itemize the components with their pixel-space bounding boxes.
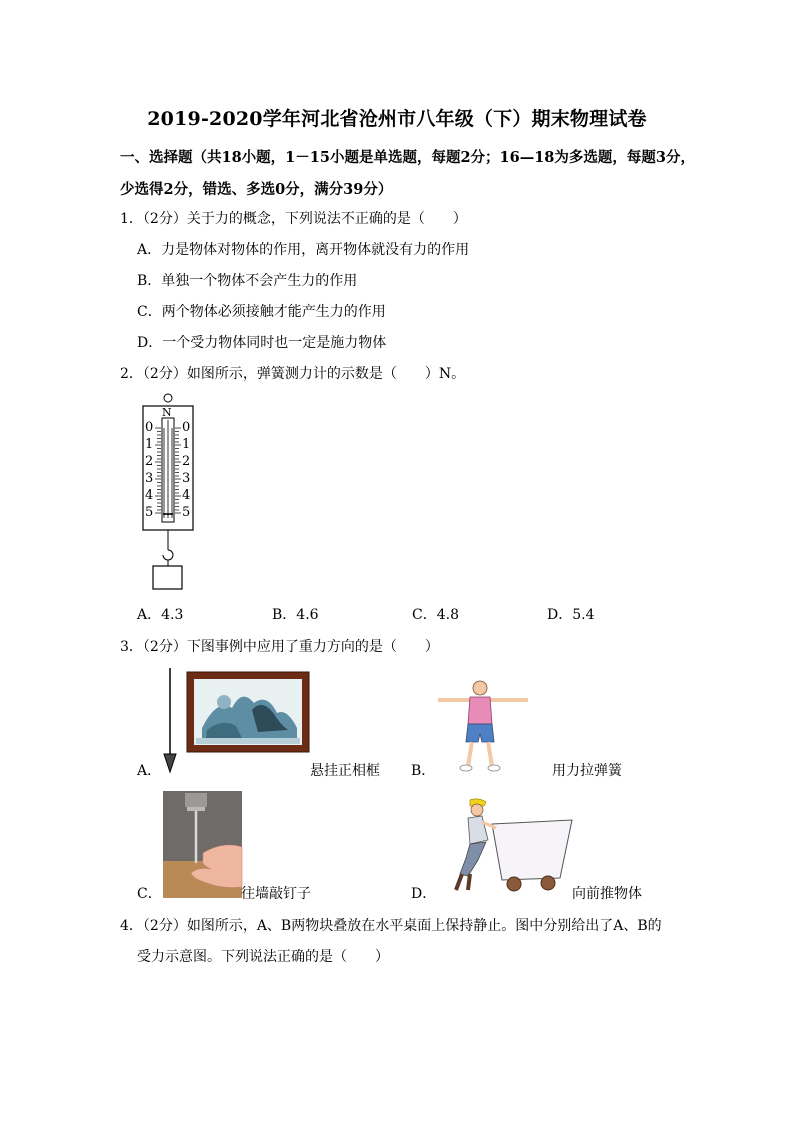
person-pulling-spring-icon [438,678,528,774]
plumb-line-frame-icon [162,668,312,776]
option-a-figure [162,668,312,776]
section-heading-line1: 一、选择题（共18小题，1－15小题是单选题，每题2分；16—18为多选题，每题3分， [120,149,695,166]
question-2-option-c: C．4.8 [412,607,459,623]
option-c-figure [163,791,242,898]
page-title: 2019-2020学年河北省沧州市八年级（下）期末物理试卷 [147,108,647,130]
hammer-nail-photo-icon [163,791,242,898]
section-heading-line2: 少选得2分，错选、多选0分，满分39分） [120,181,393,198]
question-1-stem: 1．（2分）关于力的概念，下列说法不正确的是（ ） [120,211,467,227]
scale-unit-label: N [162,406,172,419]
question-3-caption-a: 悬挂正相框 [310,763,380,779]
question-1-option-b: B．单独一个物体不会产生力的作用 [137,273,358,289]
question-1-option-d: D．一个受力物体同时也一定是施力物体 [137,335,387,351]
question-3-label-c: C． [137,886,162,902]
question-3-label-a: A． [137,763,162,779]
scale-left-4: 4 [145,488,154,503]
question-4-stem-line2: 受力示意图。下列说法正确的是（ ） [137,949,389,965]
question-3-label-b: B． [411,763,436,779]
scale-left-5: 5 [145,505,154,520]
question-3-caption-b: 用力拉弹簧 [552,763,622,779]
spring-scale-figure [140,392,198,592]
scale-left-1: 1 [145,437,154,452]
scale-right-2: 2 [182,454,191,469]
person-pushing-cart-icon [430,798,575,896]
scale-right-4: 4 [182,488,191,503]
question-3-caption-c: 往墙敲钉子 [241,886,311,902]
question-1-option-c: C．两个物体必须接触才能产生力的作用 [137,304,386,320]
question-2-option-a: A．4.3 [137,607,184,623]
scale-right-3: 3 [182,471,191,486]
question-2-option-b: B．4.6 [272,607,319,623]
option-d-figure [430,798,575,896]
option-b-figure [438,678,528,774]
question-3-caption-d: 向前推物体 [572,886,642,902]
scale-left-0: 0 [145,420,154,435]
scale-left-3: 3 [145,471,154,486]
question-3-stem: 3．（2分）下图事例中应用了重力方向的是（ ） [120,639,439,655]
question-4-stem-line1: 4．（2分）如图所示，A、B两物块叠放在水平桌面上保持静止。图中分别给出了A、B的 [120,918,662,934]
question-2-option-d: D．5.4 [547,607,595,623]
question-1-option-a: A．力是物体对物体的作用，离开物体就没有力的作用 [137,242,470,258]
question-2-stem: 2．（2分）如图所示，弹簧测力计的示数是（ ）N。 [120,366,466,382]
scale-left-2: 2 [145,454,154,469]
scale-right-5: 5 [182,505,191,520]
scale-right-0: 0 [182,420,191,435]
scale-right-1: 1 [182,437,191,452]
question-3-label-d: D． [411,886,437,902]
